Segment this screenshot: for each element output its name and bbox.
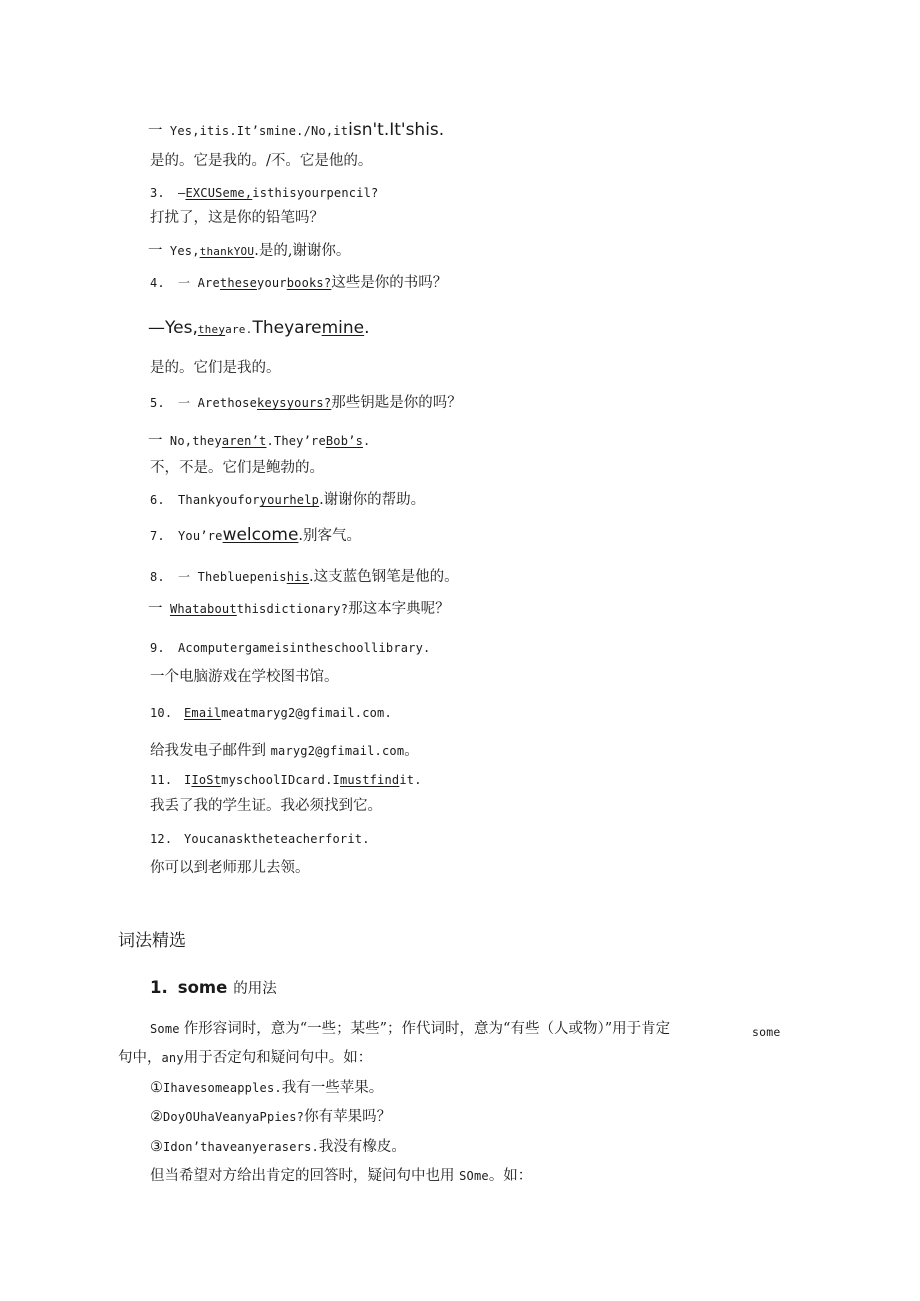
- english-text: are.: [225, 323, 253, 336]
- english-text: SOme: [459, 1169, 489, 1183]
- underlined-text-large: welcome: [222, 525, 299, 545]
- dash: 一: [148, 123, 163, 139]
- translation-text: 你有苹果吗？: [304, 1109, 392, 1125]
- dash: 一: [148, 601, 163, 617]
- underlined-text: Email: [184, 706, 222, 720]
- paragraph-text: 用于否定句和疑问句中。如：: [183, 1050, 373, 1066]
- english-text: thisdictionary?: [236, 602, 349, 616]
- english-text-large: .: [364, 318, 370, 338]
- underlined-text: these: [219, 276, 258, 290]
- subsection-keyword: some: [177, 978, 228, 997]
- english-text: isthisyourpencil?: [252, 186, 379, 200]
- english-text: Youcanasktheteacherforit.: [184, 832, 370, 846]
- english-text-large: —Yes,: [148, 318, 198, 338]
- item-8: [150, 568, 459, 585]
- translation-line-4: 是的。它们是我的。: [150, 360, 281, 376]
- example-2: [150, 1108, 391, 1125]
- english-text: it.: [399, 773, 422, 787]
- example-marker: ③: [150, 1139, 163, 1155]
- underlined-text: Whatabout: [169, 602, 237, 616]
- english-text-large: isn't.It'shis.: [348, 120, 445, 140]
- dash: 一: [148, 433, 163, 449]
- underlined-text: keysyours?: [257, 396, 332, 410]
- english-text: 一 Are: [178, 276, 220, 290]
- item-number: 5.: [150, 396, 165, 410]
- paragraph-text: 。如：: [488, 1168, 533, 1184]
- item-number: 8.: [150, 570, 165, 584]
- english-text: No,they: [162, 434, 222, 448]
- example-marker: ①: [150, 1080, 163, 1096]
- translation-text: 我有一些苹果。: [281, 1080, 384, 1096]
- english-text: Ihavesomeapples.: [163, 1081, 282, 1095]
- translation-text: .谢谢你的帮助。: [319, 492, 426, 508]
- section-heading: 词法精选: [118, 931, 186, 951]
- translation-text: .这支蓝色钢笔是他的。: [309, 569, 459, 585]
- english-text: You’re: [178, 529, 223, 543]
- item-5: [150, 394, 462, 411]
- item-9: [150, 639, 430, 655]
- translation-text: 那些钥匙是你的吗？: [331, 395, 462, 411]
- translation-text: 。: [404, 743, 419, 759]
- underlined-text: Bob’s: [325, 434, 363, 448]
- dialog-line-5b: [148, 432, 370, 449]
- translation-line-5: 不，不是。它们是鲍勃的。: [150, 460, 324, 476]
- english-text: .: [363, 434, 371, 448]
- english-text: Idon’thaveanyerasers.: [163, 1140, 319, 1154]
- example-marker: ②: [150, 1109, 163, 1125]
- translation-text: 那这本字典呢？: [348, 601, 450, 617]
- item-12: [150, 830, 370, 846]
- underlined-text: yourhelp: [259, 493, 320, 507]
- item-3: [150, 184, 378, 200]
- paragraph-line-3: [150, 1167, 532, 1184]
- translation-line-12: 你可以到老师那儿去领。: [150, 860, 310, 876]
- underlined-text: aren’t: [221, 434, 267, 448]
- dialog-line-1: [148, 122, 444, 139]
- translation-line-10: [150, 742, 419, 759]
- english-text: 一 Thebluepenis: [178, 570, 287, 584]
- item-number: 4.: [150, 276, 165, 290]
- translation-text: 给我发电子邮件到: [150, 743, 271, 759]
- item-number: 6.: [150, 493, 165, 507]
- english-text: Thankyoufor: [178, 493, 260, 507]
- english-text: DoyOUhaVeanyaPpies?: [163, 1110, 305, 1124]
- underlined-text: thankYOU: [199, 245, 255, 258]
- example-3: [150, 1138, 406, 1155]
- english-text: your: [257, 276, 287, 290]
- paragraph-text: 但当希望对方给出肯定的回答时，疑问句中也用: [150, 1168, 460, 1184]
- subsection-heading: [150, 980, 277, 997]
- underlined-text: IoSt: [191, 773, 222, 787]
- english-text: Yes,itis.It’smine./No,it: [162, 124, 349, 138]
- underlined-text: mustfind: [339, 773, 400, 787]
- item-11: [150, 771, 422, 787]
- english-text-large: Theyare: [252, 318, 322, 338]
- paragraph-text: 句中，: [118, 1050, 162, 1066]
- translation-line-11: 我丢了我的学生证。我必须找到它。: [150, 798, 382, 814]
- paragraph-text: 作形容词时，意为“一些；某些”；作代词时，意为“有些（人或物）”用于肯定: [183, 1021, 671, 1037]
- paragraph-line-2: [118, 1049, 372, 1066]
- dialog-line-3b: [148, 242, 350, 259]
- margin-note: some: [752, 1025, 781, 1039]
- translation-line-9: 一个电脑游戏在学校图书馆。: [150, 669, 339, 685]
- dash: —: [178, 186, 186, 200]
- subsection-title: 的用法: [233, 981, 277, 997]
- example-1: [150, 1079, 383, 1096]
- item-4: [150, 274, 447, 291]
- english-text: .They’re: [266, 434, 326, 448]
- item-6: [150, 491, 425, 508]
- item-number: 9.: [150, 641, 165, 655]
- item-10: [150, 704, 392, 720]
- english-text: any: [161, 1051, 184, 1065]
- underlined-text: his: [286, 570, 310, 584]
- subsection-number: 1.: [150, 978, 168, 997]
- underlined-text: books?: [286, 276, 332, 290]
- translation-text: .别客气。: [298, 528, 362, 544]
- translation-text: 这些是你的书吗？: [331, 275, 448, 291]
- english-text: 一 Arethose: [178, 396, 258, 410]
- translation-line-1: 是的。它是我的。/不。它是他的。: [150, 153, 373, 169]
- translation-text: 我没有橡皮。: [318, 1139, 406, 1155]
- english-text: Yes,: [162, 244, 200, 258]
- underlined-text: they: [197, 323, 226, 336]
- item-number: 11.: [150, 773, 173, 787]
- paragraph-line-1: [150, 1020, 670, 1037]
- email-address: maryg2@gfimail.com: [270, 744, 405, 758]
- space: [163, 602, 170, 616]
- underlined-text: EXCUSeme,: [185, 186, 253, 200]
- english-text: myschoolIDcard.I: [221, 773, 340, 787]
- dialog-line-8b: [148, 600, 450, 617]
- english-text: meatmaryg2@gfimail.com.: [221, 706, 392, 720]
- item-7: [150, 527, 361, 544]
- item-number: 3.: [150, 186, 165, 200]
- dash: 一: [148, 243, 163, 259]
- dialog-line-4b: [148, 320, 370, 337]
- english-text: Acomputergameisintheschoollibrary.: [178, 641, 431, 655]
- underlined-text-large: mine: [321, 318, 365, 338]
- english-text: I: [184, 773, 192, 787]
- translation-text: .是的,谢谢你。: [254, 243, 351, 259]
- translation-line-3: 打扰了，这是你的铅笔吗？: [150, 210, 324, 226]
- item-number: 12.: [150, 832, 173, 846]
- english-text: Some: [150, 1022, 180, 1036]
- item-number: 10.: [150, 706, 173, 720]
- item-number: 7.: [150, 529, 165, 543]
